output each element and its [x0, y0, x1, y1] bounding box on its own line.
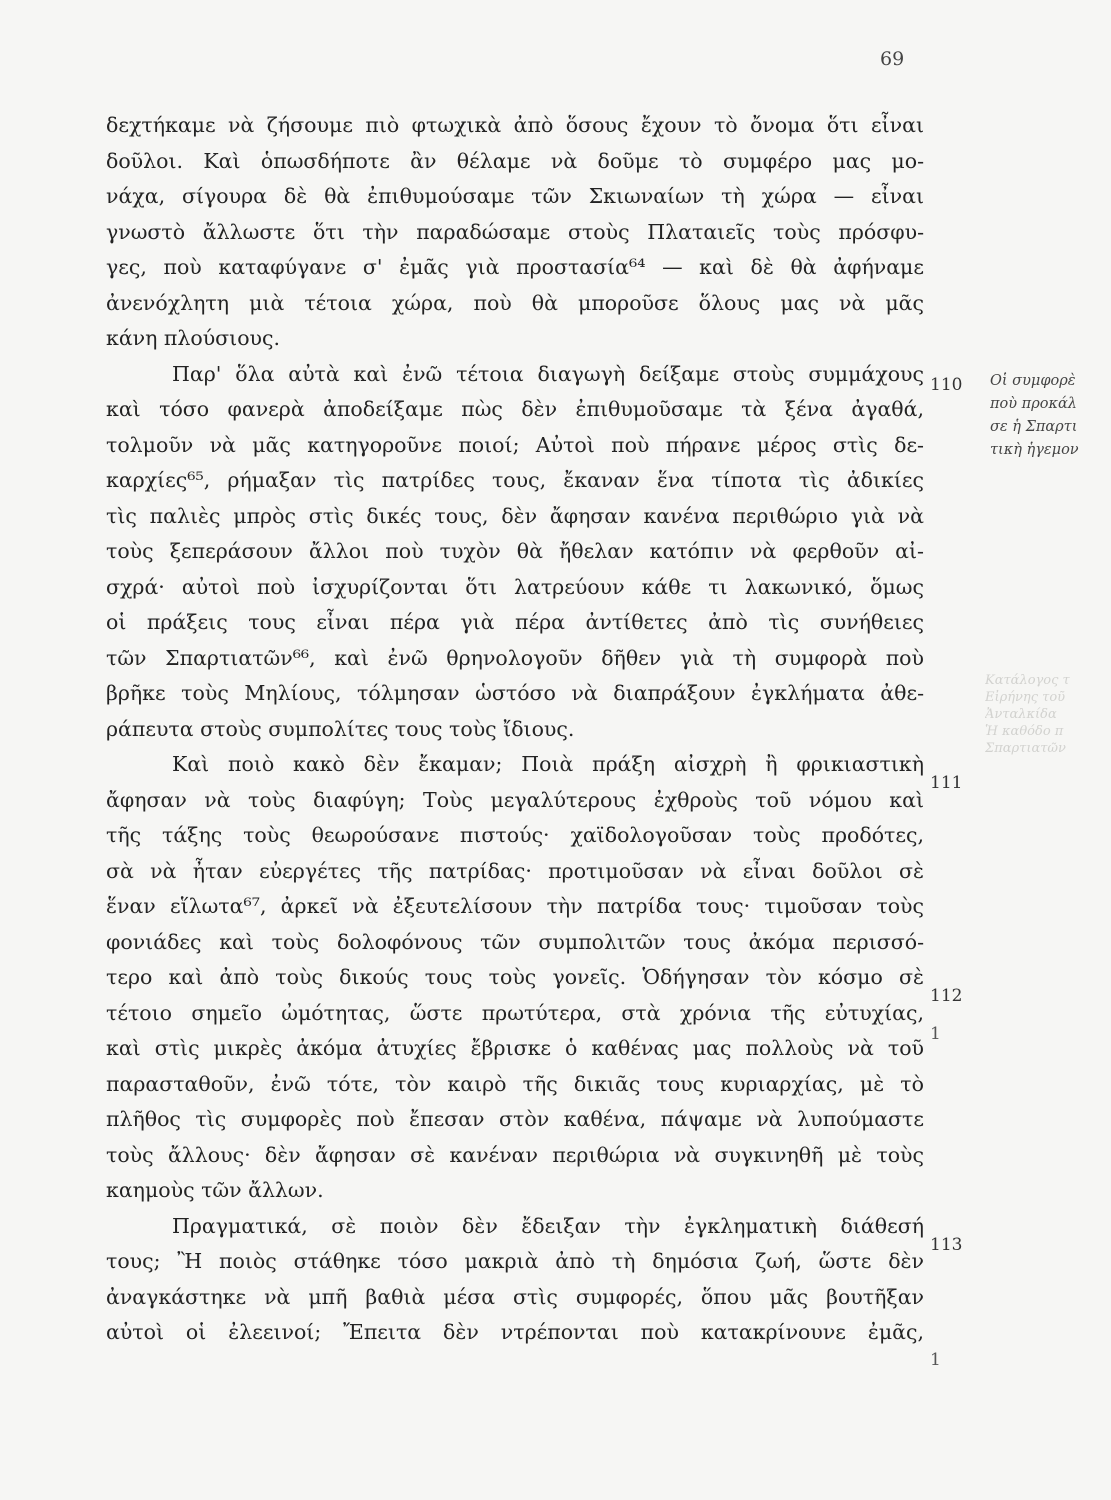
text-line: Καὶ ποιὸ κακὸ δὲν ἔκαμαν; Ποιὰ πράξη αἰσχρὴ ἢ φρικιαστικὴ [172, 752, 924, 776]
text-line: τῶν Σπαρτιατῶν⁶⁶, καὶ ἐνῶ θρηνολογοῦν δῆθεν γιὰ τὴ συμφορὰ ποὺ [106, 645, 924, 670]
section-number-113: 113 [930, 1235, 963, 1255]
ghost-line: Εἰρήνης τοῦ [985, 690, 1066, 705]
text-line: αὐτοὶ οἱ ἐλεεινοί; Ἔπειτα δὲν ντρέπονται ποὺ κατακρίνουνε ἐμᾶς, [106, 1320, 924, 1344]
text-line: παρασταθοῦν, ἐνῶ τότε, τὸν καιρὸ τῆς δικιᾶς τους κυριαρχίας, μὲ τὸ [106, 1071, 924, 1096]
text-line: καημοὺς τῶν ἄλλων. [106, 1178, 324, 1202]
text-line: ράπευτα στοὺς συμπολίτες τους τοὺς ἴδιους. [106, 716, 575, 741]
text-line: τοὺς ξεπεράσουν ἄλλοι ποὺ τυχὸν θὰ ἤθελαν κατόπιν νὰ φερθοῦν αἰ- [106, 539, 924, 563]
text-line: γνωστὸ ἄλλωστε ὅτι τὴν παραδώσαμε στοὺς Πλαταιεῖς τοὺς πρόσφυ- [106, 219, 924, 244]
text-line: οἱ πράξεις τους εἶναι πέρα γιὰ πέρα ἀντίθετες ἀπὸ τὶς συνήθειες [106, 610, 924, 634]
body-text [106, 108, 924, 1351]
text-line: τῆς τάξης τοὺς θεωρούσανε πιστούς· χαϊδολογοῦσαν τοὺς προδότες, [106, 823, 924, 847]
sidenote-line: τικὴ ἡγεμον [990, 442, 1079, 458]
text-line: νάχα, σίγουρα δὲ θὰ ἐπιθυμούσαμε τῶν Σκιωναίων τὴ χώρα — εἶναι [106, 184, 924, 208]
sidenote-line: ποὺ προκάλ [990, 396, 1077, 412]
text-line: φονιάδες καὶ τοὺς δολοφόνους τῶν συμπολιτῶν τους ἀκόμα περισσό- [106, 929, 924, 954]
text-line: ἄφησαν νὰ τοὺς διαφύγη; Τοὺς μεγαλύτερους ἐχθροὺς τοῦ νόμου καὶ [106, 787, 924, 812]
text-line: δοῦλοι. Καὶ ὁπωσδήποτε ἂν θέλαμε νὰ δοῦμε τὸ συμφέρο μας μο- [106, 148, 924, 173]
text-line: τέτοιο σημεῖο ὠμότητας, ὥστε πρωτύτερα, στὰ χρόνια τῆς εὐτυχίας, [106, 1000, 924, 1025]
text-line: καὶ τόσο φανερὰ ἀποδείξαμε πὼς δὲν ἐπιθυμοῦσαμε τὰ ξένα ἀγαθά, [106, 397, 924, 421]
margin-mark: 1 [930, 1024, 941, 1044]
text-line: σχρά· αὐτοὶ ποὺ ἰσχυρίζονται ὅτι λατρεύουν κάθε τι λακωνικό, ὅμως [106, 574, 924, 599]
margin-sidenote [990, 370, 1111, 462]
section-number-111: 111 [930, 773, 963, 793]
text-line: γες, ποὺ καταφύγανε σ' ἐμᾶς γιὰ προστασία⁶⁴ — καὶ δὲ θὰ ἀφήναμε [106, 255, 924, 279]
text-line: κάνη πλούσιους. [106, 326, 281, 350]
text-line: ἕναν εἵλωτα⁶⁷, ἀρκεῖ νὰ ἐξευτελίσουν τὴν πατρίδα τους· τιμοῦσαν τοὺς [106, 894, 924, 918]
text-line: Παρ' ὅλα αὐτὰ καὶ ἐνῶ τέτοια διαγωγὴ δείξαμε στοὺς συμμάχους [172, 361, 924, 386]
ghost-line: Ἀνταλκίδα [985, 707, 1057, 722]
bleed-through-sidenote [985, 672, 1111, 757]
ghost-line: Κατάλογος τ [985, 673, 1070, 688]
text-line: τους; Ἢ ποιὸς στάθηκε τόσο μακριὰ ἀπὸ τὴ δημόσια ζωή, ὥστε δὲν [106, 1249, 924, 1273]
margin-mark: 1 [930, 1350, 941, 1370]
text-line: τολμοῦν νὰ μᾶς κατηγοροῦνε ποιοί; Αὐτοὶ ποὺ πήρανε μέρος στὶς δε- [106, 432, 924, 457]
sidenote-line: σε ἡ Σπαρτι [990, 419, 1078, 435]
text-line: τὶς παλιὲς μπρὸς στὶς δικές τους, δὲν ἄφησαν κανένα περιθώριο γιὰ νὰ [106, 503, 924, 528]
text-line: τοὺς ἄλλους· δὲν ἄφησαν σὲ κανέναν περιθώρια νὰ συγκινηθῆ μὲ τοὺς [106, 1142, 924, 1167]
text-line: σὰ νὰ ἦταν εὐεργέτες τῆς πατρίδας· προτιμοῦσαν νὰ εἶναι δοῦλοι σὲ [106, 858, 924, 883]
ghost-line: Ἡ καθόδο π [985, 724, 1064, 739]
text-line: βρῆκε τοὺς Μηλίους, τόλμησαν ὡστόσο νὰ διαπράξουν ἐγκλήματα ἀθε- [106, 681, 924, 705]
text-line: καὶ στὶς μικρὲς ἀκόμα ἀτυχίες ἔβρισκε ὁ καθένας μας πολλοὺς νὰ τοῦ [106, 1036, 924, 1060]
text-line: πλῆθος τὶς συμφορὲς ποὺ ἔπεσαν στὸν καθένα, πάψαμε νὰ λυπούμαστε [106, 1107, 924, 1131]
text-line: τερο καὶ ἀπὸ τοὺς δικούς τους τοὺς γονεῖς. Ὁδήγησαν τὸν κόσμο σὲ [106, 965, 924, 989]
text-line: Πραγματικά, σὲ ποιὸν δὲν ἔδειξαν τὴν ἐγκληματικὴ διάθεσή [172, 1213, 924, 1238]
section-number-112: 112 [930, 986, 963, 1006]
ghost-line: Σπαρτιατῶν [985, 741, 1066, 756]
text-line: καρχίες⁶⁵, ρήμαξαν τὶς πατρίδες τους, ἔκαναν ἕνα τίποτα τὶς ἀδικίες [106, 468, 924, 492]
text-line: ἀνενόχλητη μιὰ τέτοια χώρα, ποὺ θὰ μποροῦσε ὅλους μας νὰ μᾶς [106, 290, 924, 315]
page-number: 69 [880, 48, 905, 70]
text-line: ἀναγκάστηκε νὰ μπῆ βαθιὰ μέσα στὶς συμφορές, ὅπου μᾶς βουτῆξαν [106, 1284, 924, 1309]
sidenote-line: Οἱ συμφορὲ [990, 373, 1076, 389]
text-line: δεχτήκαμε νὰ ζήσουμε πιὸ φτωχικὰ ἀπὸ ὅσους ἔχουν τὸ ὄνομα ὅτι εἶναι [106, 113, 924, 137]
section-number-110: 110 [930, 375, 963, 395]
